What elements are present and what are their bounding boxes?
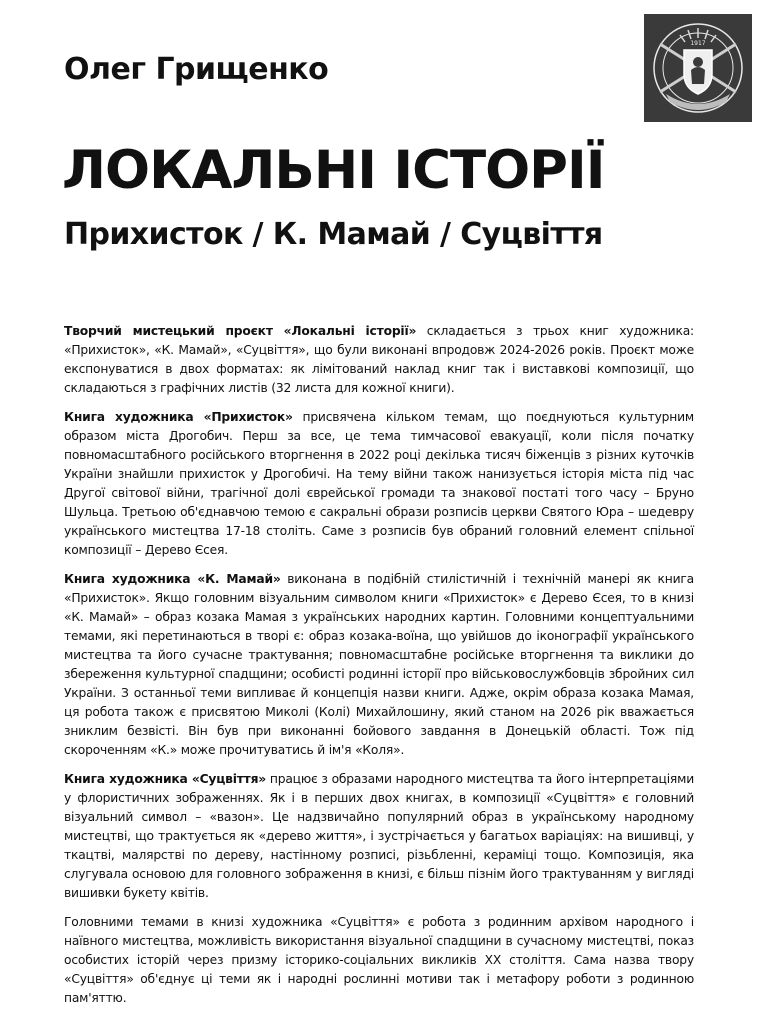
page-title: ЛОКАЛЬНІ ІСТОРІЇ bbox=[62, 140, 605, 201]
paragraph-lead: Творчий мистецький проєкт «Локальні історії» bbox=[64, 324, 417, 338]
paragraph-text: виконана в подібній стилістичній і технічній манері як книга «Прихисток». Якщо головним візуальним символом книги «Прихисток» є Дерево Єсея, то в книзі «К. Мамай» – образ козака Мамая з українських народних картин. Головними концептуальними темами, які перетинаються в творі є: образ козака-воїна, що увійшов до іконографії українського мистецтва та його сучасне трактування; повномасштабне російське вторгнення та виклики до збереження культурної спадщини; особисті родинні історії про військовослужбовців збройних сил України. З останньої теми випливає й концепція назви книги. Адже, окрім образа козака Мамая, ця робота також є присвятою Миколі (Колі) Михайлошину, який станом на 2026 рік вважається зниклим безвісті. Він був при виконанні бойового завдання в Донецькій області. Тож під скороченням «К.» може прочитуватись й ім'я «Коля». bbox=[64, 572, 694, 757]
paragraph-text: присвячена кільком темам, що поєднуються культурним образом міста Дрогобич. Перш за все, це тема тимчасової евакуації, коли після початку повномасштабного російського вторгнення в 2022 році декілька тисяч біженців з різних куточків України знайшли прихисток у Дрогобичі. На тему війни також нанизується історія міста під час Другої світової війни, трагічної долі єврейської громади та знакової постаті того часу – Бруно Шульца. Третьою об'єднавчою темою є сакральні образи розписів церкви Святого Юра – шедевру українського мистецтва 17-18 століть. Саме з розписів був обраний головний елемент спільної композиції – Дерево Єсея. bbox=[64, 410, 694, 557]
paragraph-book-prykhystok bbox=[64, 408, 694, 560]
university-seal-logo bbox=[644, 14, 752, 122]
paragraph-project-intro bbox=[64, 322, 694, 398]
paragraph-lead: Книга художника «К. Мамай» bbox=[64, 572, 281, 586]
seal-year-text: 1917 bbox=[690, 40, 706, 47]
body-text bbox=[64, 322, 694, 1018]
paragraph-book-k-mamai bbox=[64, 570, 694, 760]
paragraph-text: складається з трьох книг художника: «Прихисток», «К. Мамай», «Суцвіття», що були виконані впродовж 2024-2026 років. Проєкт може експонуватися в двох форматах: як лімітований наклад книг так і виставкові композиції, що складаються з графічних листів (32 листа для кожної книги). bbox=[64, 324, 694, 395]
author-name: Олег Грищенко bbox=[64, 52, 329, 87]
page-subtitle: Прихисток / К. Мамай / Суцвіття bbox=[64, 217, 603, 252]
university-seal-icon bbox=[644, 14, 752, 122]
paragraph-lead: Книга художника «Суцвіття» bbox=[64, 772, 267, 786]
paragraph-text: працює з образами народного мистецтва та його інтерпретаціями у флористичних зображеннях. Як і в перших двох книгах, в композиції «Суцвіття» є головний візуальний символ – «вазон». Це надзвичайно популярний образ в українському народному мистецтві, що трактується як «дерево життя», і зустрічається у багатьох варіаціях: на вишивці, у ткацтві, малярстві по дереву, настінному розписі, різьбленні, кераміці тощо. Композиція, яка слугувала основою для головного зображення в книзі, є більш пізнім його трактуванням у вигляді вишивки букету квітів. bbox=[64, 772, 694, 900]
paragraph-lead: Книга художника «Прихисток» bbox=[64, 410, 293, 424]
paragraph-text: Головними темами в книзі художника «Суцвіття» є робота з родинним архівом народного і наївного мистецтва, можливість використання візуальної спадщини в сучасному мистецтві, показ особистих історій через призму історико-соціальних викликів ХХ століття. Сама назва твору «Суцвіття» об'єднує ці теми як і народні рослинні мотиви так і метафору роботи з родинною пам'яттю. bbox=[64, 915, 694, 1005]
paragraph-sutsvittia-themes bbox=[64, 913, 694, 1008]
paragraph-book-sutsvittia bbox=[64, 770, 694, 903]
